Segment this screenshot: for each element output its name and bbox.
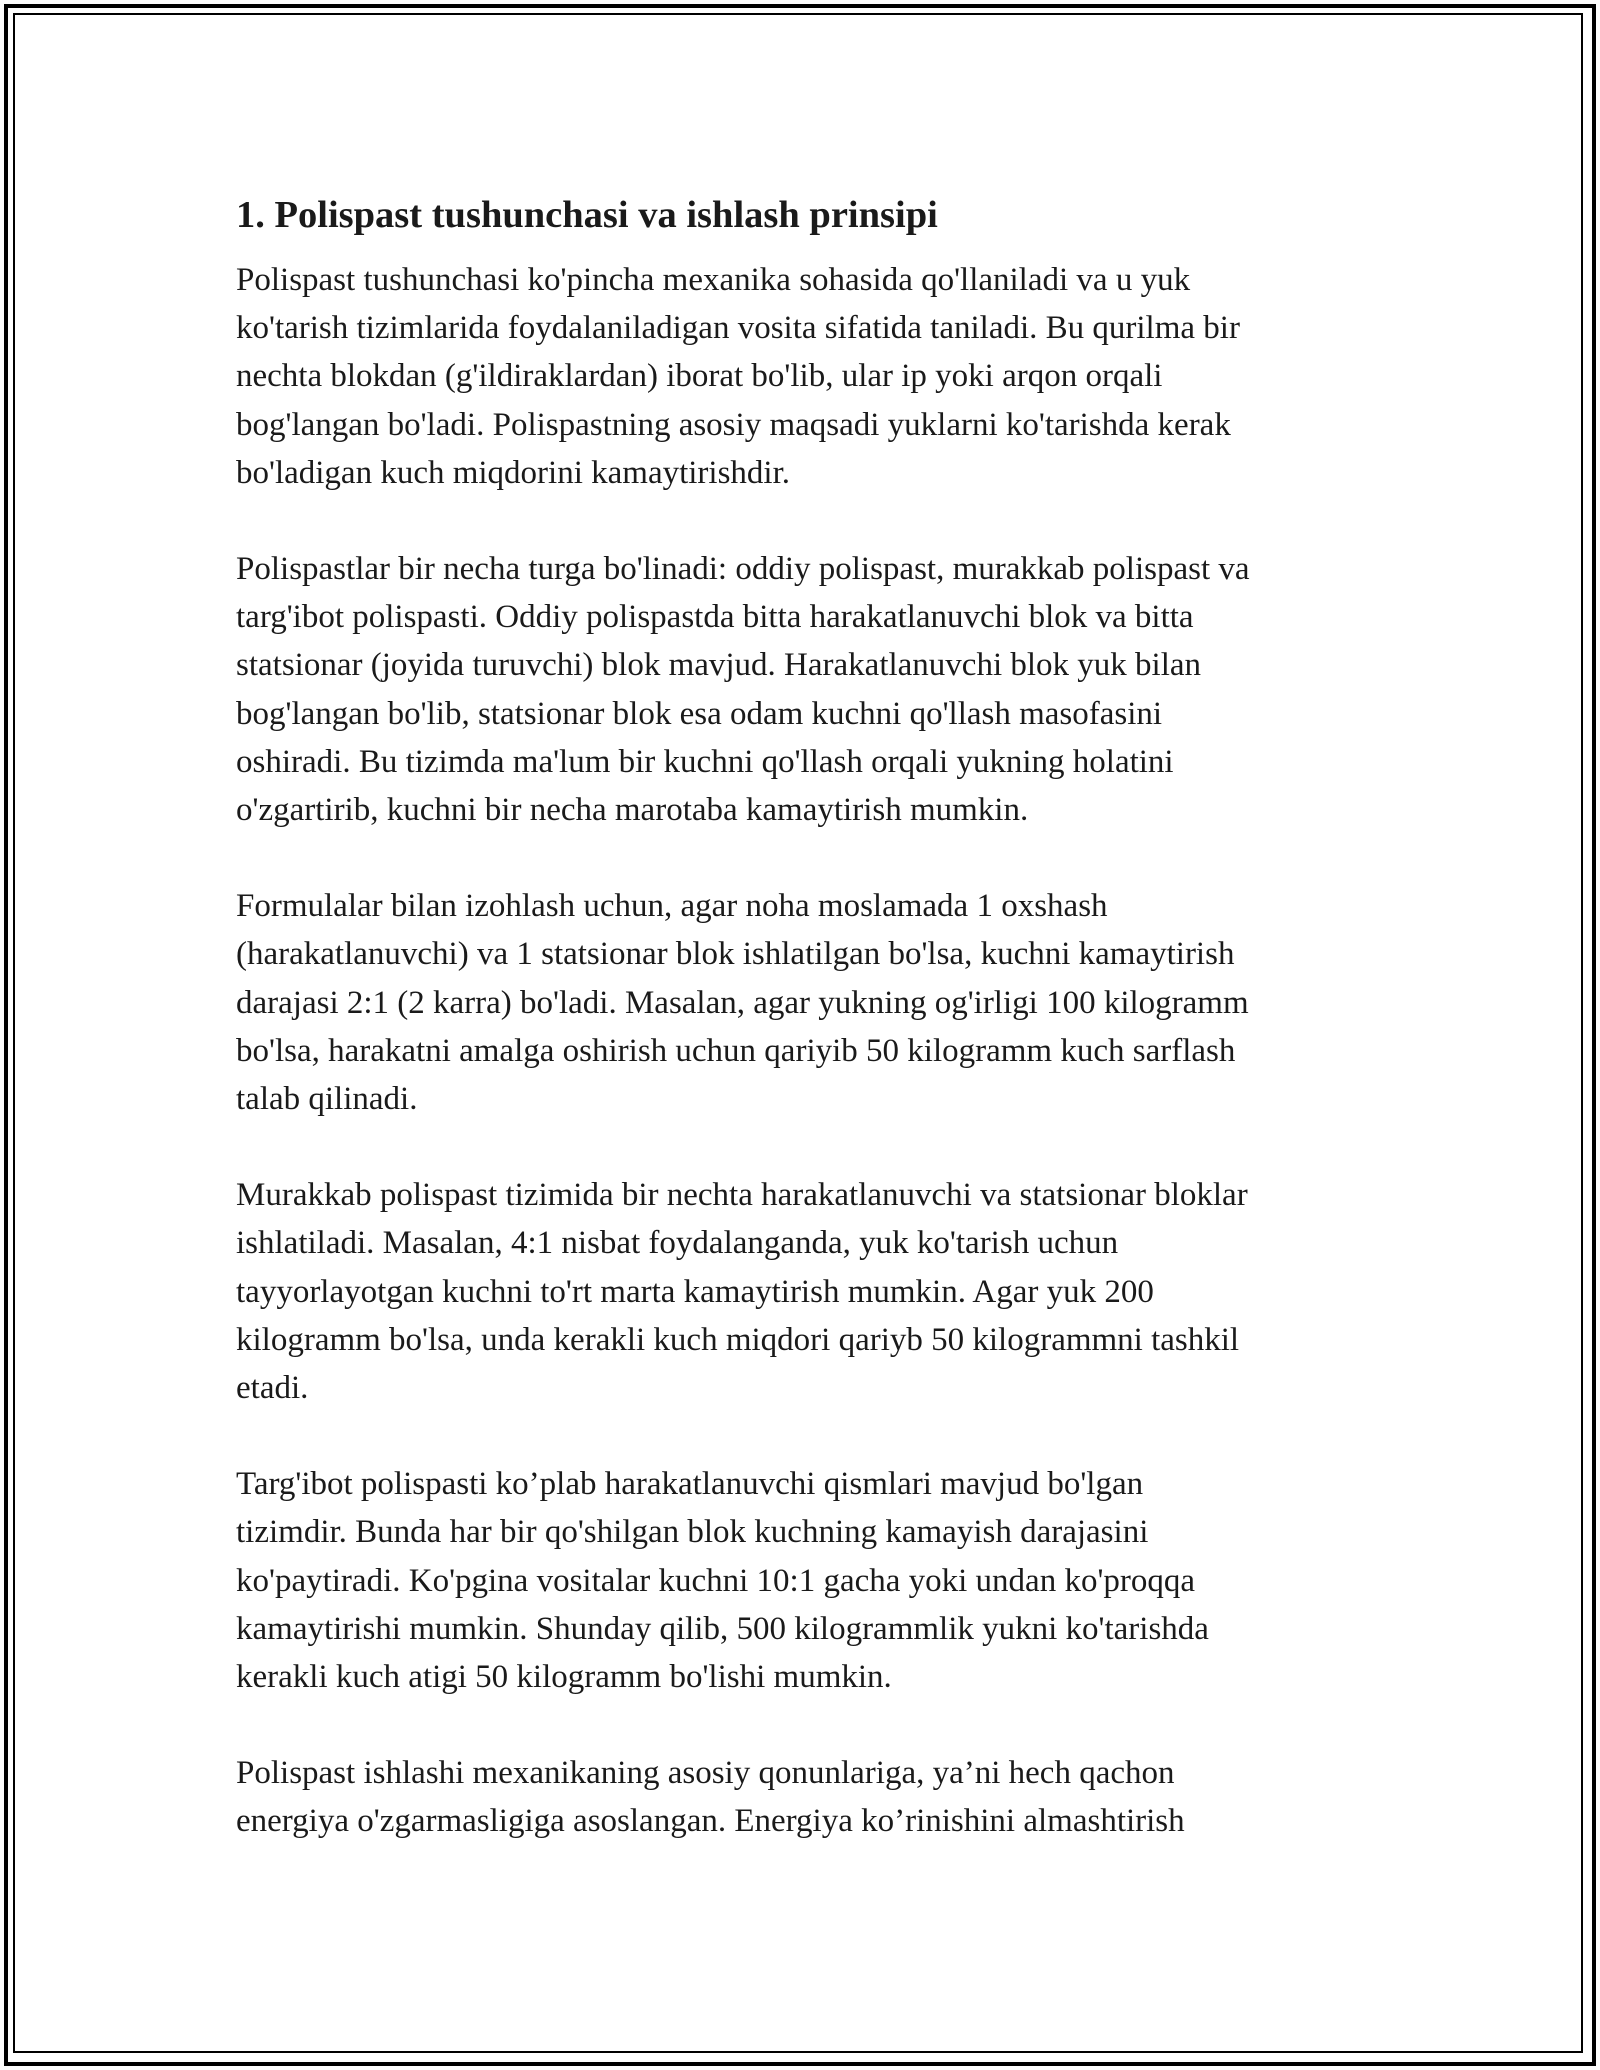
document-page: [236, 186, 1376, 1894]
text-line: kilogramm bo'lsa, unda kerakli kuch miqdori qariyb 50 kilogrammni tashkil: [236, 1321, 1240, 1358]
paragraph-formulas: [236, 882, 1376, 1123]
text-line: ishlatiladi. Masalan, 4:1 nisbat foydalanganda, yuk ko'tarish uchun: [236, 1225, 1119, 1262]
text-line: Polispast ishlashi mexanikaning asosiy qonunlariga, ya’ni hech qachon: [236, 1755, 1175, 1792]
paragraph-complex: [236, 1171, 1376, 1412]
text-line: etadi.: [236, 1370, 309, 1407]
paragraph-targibot: [236, 1460, 1376, 1701]
text-line: (harakatlanuvchi) va 1 statsionar blok ishlatilgan bo'lsa, kuchni kamaytirish: [236, 936, 1235, 973]
paragraph-types: [236, 545, 1376, 834]
paragraph-energy: [236, 1749, 1376, 1845]
text-line: Formulalar bilan izohlash uchun, agar noha moslamada 1 oxshash: [236, 888, 1108, 925]
text-line: statsionar (joyida turuvchi) blok mavjud. Harakatlanuvchi blok yuk bilan: [236, 647, 1202, 684]
section-heading: 1. Polispast tushunchasi va ishlash prinsipi: [236, 194, 938, 236]
text-line: ko'tarish tizimlarida foydalaniladigan vosita sifatida taniladi. Bu qurilma bir: [236, 310, 1240, 347]
text-line: talab qilinadi.: [236, 1081, 418, 1118]
text-line: kamaytirishi mumkin. Shunday qilib, 500 kilogrammlik yukni ko'tarishda: [236, 1610, 1209, 1647]
text-line: Targ'ibot polispasti ko’plab harakatlanuvchi qismlari mavjud bo'lgan: [236, 1466, 1144, 1503]
text-line: nechta blokdan (g'ildiraklardan) iborat bo'lib, ular ip yoki arqon orqali: [236, 358, 1163, 395]
text-line: targ'ibot polispasti. Oddiy polispastda bitta harakatlanuvchi blok va bitta: [236, 599, 1194, 636]
text-line: kerakli kuch atigi 50 kilogramm bo'lishi mumkin.: [236, 1659, 892, 1696]
text-line: Polispast tushunchasi ko'pincha mexanika sohasida qo'llaniladi va u yuk: [236, 262, 1191, 298]
text-line: ko'paytiradi. Ko'pgina vositalar kuchni 10:1 gacha yoki undan ko'proqqa: [236, 1562, 1196, 1599]
text-line: bo'lsa, harakatni amalga oshirish uchun qariyib 50 kilogramm kuch sarflash: [236, 1032, 1236, 1069]
text-line: energiya o'zgarmasligiga asoslangan. Energiya ko’rinishini almashtirish: [236, 1803, 1185, 1840]
text-line: tizimdir. Bunda har bir qo'shilgan blok kuchning kamayish darajasini: [236, 1514, 1149, 1551]
text-line: Murakkab polispast tizimida bir nechta harakatlanuvchi va statsionar bloklar: [236, 1177, 1248, 1214]
text-line: bog'langan bo'lib, statsionar blok esa odam kuchni qo'llash masofasini: [236, 695, 1163, 732]
text-line: oshiradi. Bu tizimda ma'lum bir kuchni qo'llash orqali yukning holatini: [236, 743, 1174, 780]
text-line: darajasi 2:1 (2 karra) bo'ladi. Masalan, agar yukning og'irligi 100 kilogramm: [236, 984, 1249, 1021]
text-line: bog'langan bo'ladi. Polispastning asosiy maqsadi yuklarni ko'tarishda kerak: [236, 406, 1231, 443]
text-line: o'zgartirib, kuchni bir necha marotaba kamaytirish mumkin.: [236, 792, 1029, 829]
text-line: Polispastlar bir necha turga bo'linadi: oddiy polispast, murakkab polispast va: [236, 551, 1250, 588]
paragraph-intro: [236, 256, 1376, 497]
text-line: tayyorlayotgan kuchni to'rt marta kamaytirish mumkin. Agar yuk 200: [236, 1273, 1154, 1310]
text-line: bo'ladigan kuch miqdorini kamaytirishdir.: [236, 454, 791, 491]
